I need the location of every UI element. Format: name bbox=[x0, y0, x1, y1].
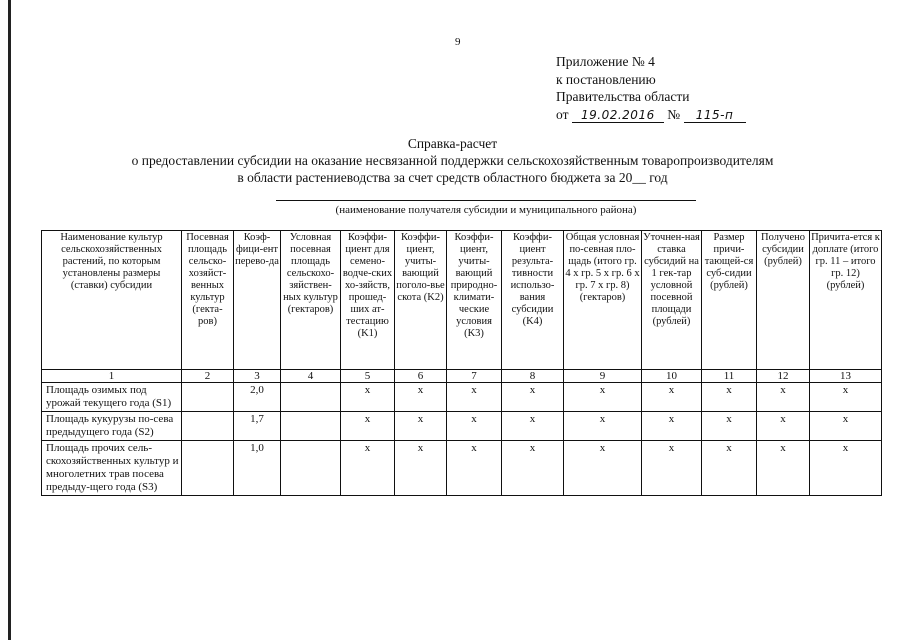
recipient-blank-line bbox=[276, 200, 696, 201]
column-number: 11 bbox=[702, 370, 757, 383]
table-cell bbox=[182, 412, 234, 441]
recipient-caption: (наименование получателя субсидии и муниципального района) bbox=[335, 204, 637, 216]
table-cell: x bbox=[395, 412, 447, 441]
table-row bbox=[42, 383, 882, 412]
column-number: 4 bbox=[281, 370, 341, 383]
table-cell: x bbox=[502, 412, 564, 441]
table-cell: x bbox=[810, 441, 882, 496]
table-cell: x bbox=[757, 441, 810, 496]
table-cell: x bbox=[642, 441, 702, 496]
table-cell bbox=[281, 383, 341, 412]
table-cell: x bbox=[395, 441, 447, 496]
table-cell: x bbox=[447, 441, 502, 496]
column-number: 3 bbox=[234, 370, 281, 383]
table-cell: x bbox=[395, 383, 447, 412]
table-cell: x bbox=[810, 412, 882, 441]
header-cell: Общая условная по-севная пло-щадь (итого гр. 4 x гр. 5 x гр. 6 x гр. 7 x гр. 8) (гектаров) bbox=[564, 231, 642, 370]
row-name-cell: Площадь озимых под урожай текущего года (S1) bbox=[42, 383, 182, 412]
table-cell: x bbox=[502, 441, 564, 496]
column-number: 6 bbox=[395, 370, 447, 383]
table-cell: x bbox=[341, 441, 395, 496]
scan-edge-line bbox=[8, 0, 11, 640]
page-number: 9 bbox=[455, 36, 461, 48]
column-number: 10 bbox=[642, 370, 702, 383]
appendix-line-2: к постановлению bbox=[556, 71, 656, 87]
table-cell: x bbox=[702, 412, 757, 441]
table-body bbox=[42, 231, 882, 496]
appendix-line-1: Приложение № 4 bbox=[556, 54, 655, 69]
table-cell: 1,7 bbox=[234, 412, 281, 441]
document-title bbox=[0, 135, 905, 186]
table-cell: x bbox=[642, 383, 702, 412]
table-cell: x bbox=[564, 412, 642, 441]
appendix-block bbox=[556, 53, 746, 123]
table-row bbox=[42, 441, 882, 496]
table-cell: x bbox=[810, 383, 882, 412]
table-cell: x bbox=[642, 412, 702, 441]
appendix-date-line bbox=[556, 106, 746, 124]
header-cell: Получено субсидии (рублей) bbox=[757, 231, 810, 370]
handwritten-date: 19.02.2016 bbox=[572, 109, 664, 123]
header-cell: Коэффи-циент, учиты-вающий поголо-вье скота (K2) bbox=[395, 231, 447, 370]
table-cell: x bbox=[447, 383, 502, 412]
table-cell bbox=[182, 441, 234, 496]
header-cell: Коэф-фици-ент перево-да bbox=[234, 231, 281, 370]
table-cell: x bbox=[564, 383, 642, 412]
row-name-cell: Площадь кукурузы по-сева предыдущего года (S2) bbox=[42, 412, 182, 441]
table-cell bbox=[182, 383, 234, 412]
column-number: 8 bbox=[502, 370, 564, 383]
table-row bbox=[42, 412, 882, 441]
title-line-2: о предоставлении субсидии на оказание несвязанной поддержки сельскохозяйственным товаропроизводителям bbox=[131, 153, 774, 168]
number-label: № bbox=[667, 106, 681, 122]
table-cell: x bbox=[447, 412, 502, 441]
table-cell bbox=[281, 412, 341, 441]
table-cell: x bbox=[502, 383, 564, 412]
column-number-row bbox=[42, 370, 882, 383]
table-cell bbox=[281, 441, 341, 496]
table-cell: 1,0 bbox=[234, 441, 281, 496]
header-cell: Посевная площадь сельско-хозяйст-венных культур (гекта-ров) bbox=[182, 231, 234, 370]
header-cell: Уточнен-ная ставка субсидий на 1 гек-тар условной посевной площади (рублей) bbox=[642, 231, 702, 370]
header-cell: Коэффи-циент, учиты-вающий природно-климати-ческие условия (K3) bbox=[447, 231, 502, 370]
table-cell: x bbox=[341, 412, 395, 441]
row-name-cell: Площадь прочих сель-скохозяйственных культур и многолетних трав посева предыду-щего года (S3) bbox=[42, 441, 182, 496]
header-cell: Коэффи-циент результа-тивности использо-вания субсидии (K4) bbox=[502, 231, 564, 370]
table-cell: x bbox=[341, 383, 395, 412]
table-cell: 2,0 bbox=[234, 383, 281, 412]
header-cell: Условная посевная площадь сельскохо-зяйствен-ных культур (гектаров) bbox=[281, 231, 341, 370]
table-cell: x bbox=[564, 441, 642, 496]
handwritten-number: 115-п bbox=[684, 109, 746, 123]
column-number: 2 bbox=[182, 370, 234, 383]
header-cell: Коэффи-циент для семено-водче-ских хо-зяйств, прошед-ших ат-тестацию (K1) bbox=[341, 231, 395, 370]
table-cell: x bbox=[702, 383, 757, 412]
table-header-row bbox=[42, 231, 882, 370]
column-number: 7 bbox=[447, 370, 502, 383]
column-number: 9 bbox=[564, 370, 642, 383]
column-number: 1 bbox=[42, 370, 182, 383]
table-cell: x bbox=[757, 383, 810, 412]
column-number: 5 bbox=[341, 370, 395, 383]
table-cell: x bbox=[757, 412, 810, 441]
title-line-3: в области растениеводства за счет средств областного бюджета за 20__ год bbox=[237, 170, 668, 185]
appendix-line-3: Правительства области bbox=[556, 89, 690, 104]
header-cell: Наименование культур сельскохозяйственных растений, по которым установлены размеры (ставки) субсидии bbox=[42, 231, 182, 370]
from-label: от bbox=[556, 106, 569, 122]
column-number: 13 bbox=[810, 370, 882, 383]
subsidy-table bbox=[41, 230, 882, 496]
header-cell: Причита-ется к доплате (итого гр. 11 – итого гр. 12) (рублей) bbox=[810, 231, 882, 370]
column-number: 12 bbox=[757, 370, 810, 383]
table-cell: x bbox=[702, 441, 757, 496]
header-cell: Размер причи-тающей-ся суб-сидии (рублей) bbox=[702, 231, 757, 370]
title-line-1: Справка-расчет bbox=[407, 136, 498, 151]
